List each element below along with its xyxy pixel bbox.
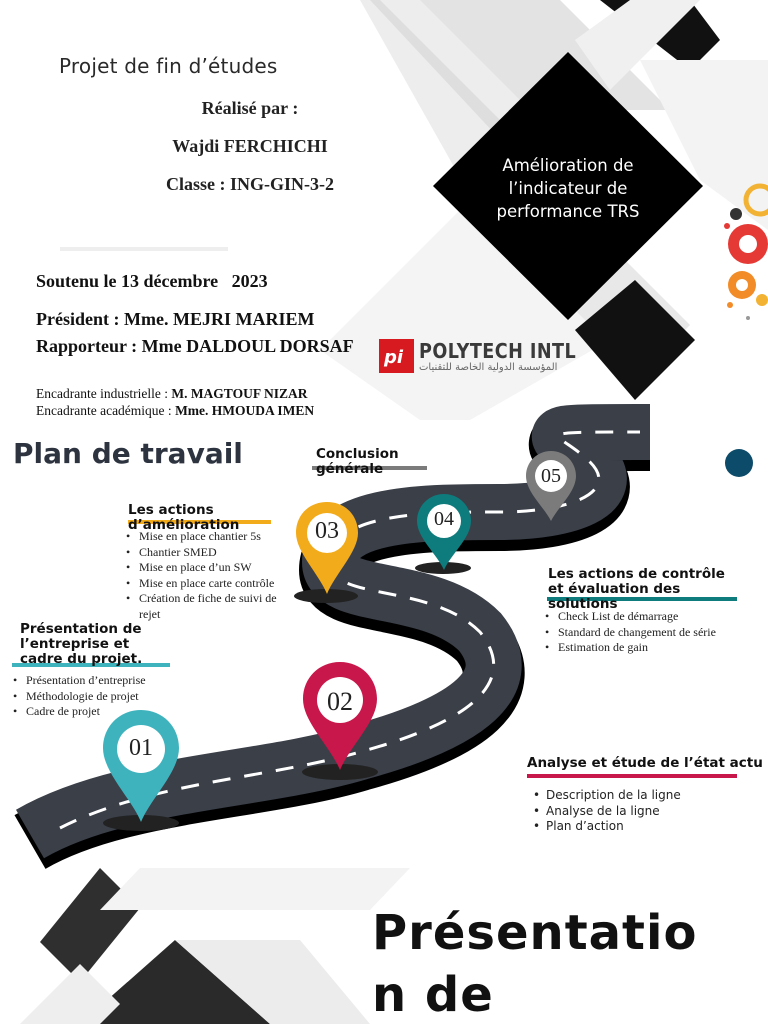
pin-01-number: 01 — [129, 735, 153, 761]
plan-title: Plan de travail — [13, 437, 243, 470]
section-04-list — [545, 609, 755, 656]
pin-04 — [416, 494, 472, 572]
section-03-title: Les actions d’amélioration — [128, 502, 240, 533]
list-item: • Analyse de la ligne — [533, 804, 733, 820]
section-01-list — [13, 673, 183, 720]
decorative-dot — [725, 449, 753, 477]
pin-02 — [302, 662, 378, 772]
section-04-title: Les actions de contrôle et évaluation des solutions — [548, 566, 725, 612]
list-item: rejet — [139, 606, 161, 621]
svg-text:pi: pi — [384, 347, 404, 368]
list-item: • Mise en place chantier 5s — [126, 529, 296, 545]
logo-name: POLYTECH INTL — [419, 339, 577, 363]
section-01-title: Présentation de l’entreprise et cadre du projet. — [20, 621, 143, 667]
president: Président : Mme. MEJRI MARIEM — [36, 309, 315, 329]
pin-02-number: 02 — [327, 687, 353, 716]
list-item: • Méthodologie de projet — [13, 689, 183, 705]
list-item: • Mise en place carte contrôle — [126, 576, 296, 592]
logo-subtitle: المؤسسة الدولية الخاصة للتقنيات — [419, 362, 558, 373]
list-item: • Check List de démarrage — [545, 609, 755, 625]
project-type: Projet de fin d’études — [59, 54, 278, 78]
project-subject: Amélioration de l’indicateur de performance TRS — [496, 156, 640, 221]
list-item: • Plan d’action — [533, 819, 733, 835]
class-label: Classe : ING-GIN-3-2 — [166, 174, 334, 194]
list-item: • Mise en place d’un SW — [126, 560, 296, 576]
section-05-title: Conclusion générale — [316, 446, 399, 477]
academic-supervisor: Encadrante académique : Mme. HMOUDA IMEN — [36, 403, 315, 418]
pin-03-number: 03 — [315, 518, 339, 544]
section-03-list — [126, 529, 296, 622]
next-slide-title: Présentatio n de — [372, 905, 698, 1023]
industrial-supervisor: Encadrante industrielle : M. MAGTOUF NIZAR — [36, 386, 308, 401]
defense-date: Soutenu le 13 décembre 2023 — [36, 271, 268, 291]
section-02-title: Analyse et étude de l’état actu — [527, 756, 763, 771]
author-name: Wajdi FERCHICHI — [172, 136, 328, 156]
list-item: • Création de fiche de suivi de — [126, 591, 296, 607]
list-item: • Standard de changement de série — [545, 625, 755, 641]
realise-par-label: Réalisé par : — [201, 98, 299, 118]
list-item: • Description de la ligne — [533, 788, 733, 804]
pin-05-number: 05 — [541, 465, 561, 487]
list-item: • Chantier SMED — [126, 545, 296, 561]
pin-03 — [295, 502, 359, 596]
list-item: • Présentation d’entreprise — [13, 673, 183, 689]
list-item: • Cadre de projet — [13, 704, 183, 720]
pin-04-number: 04 — [434, 508, 454, 530]
rapporteur: Rapporteur : Mme DALDOUL DORSAF — [36, 336, 354, 356]
list-item: • Estimation de gain — [545, 640, 755, 656]
section-02-list — [533, 788, 733, 835]
pin-01 — [101, 710, 181, 825]
